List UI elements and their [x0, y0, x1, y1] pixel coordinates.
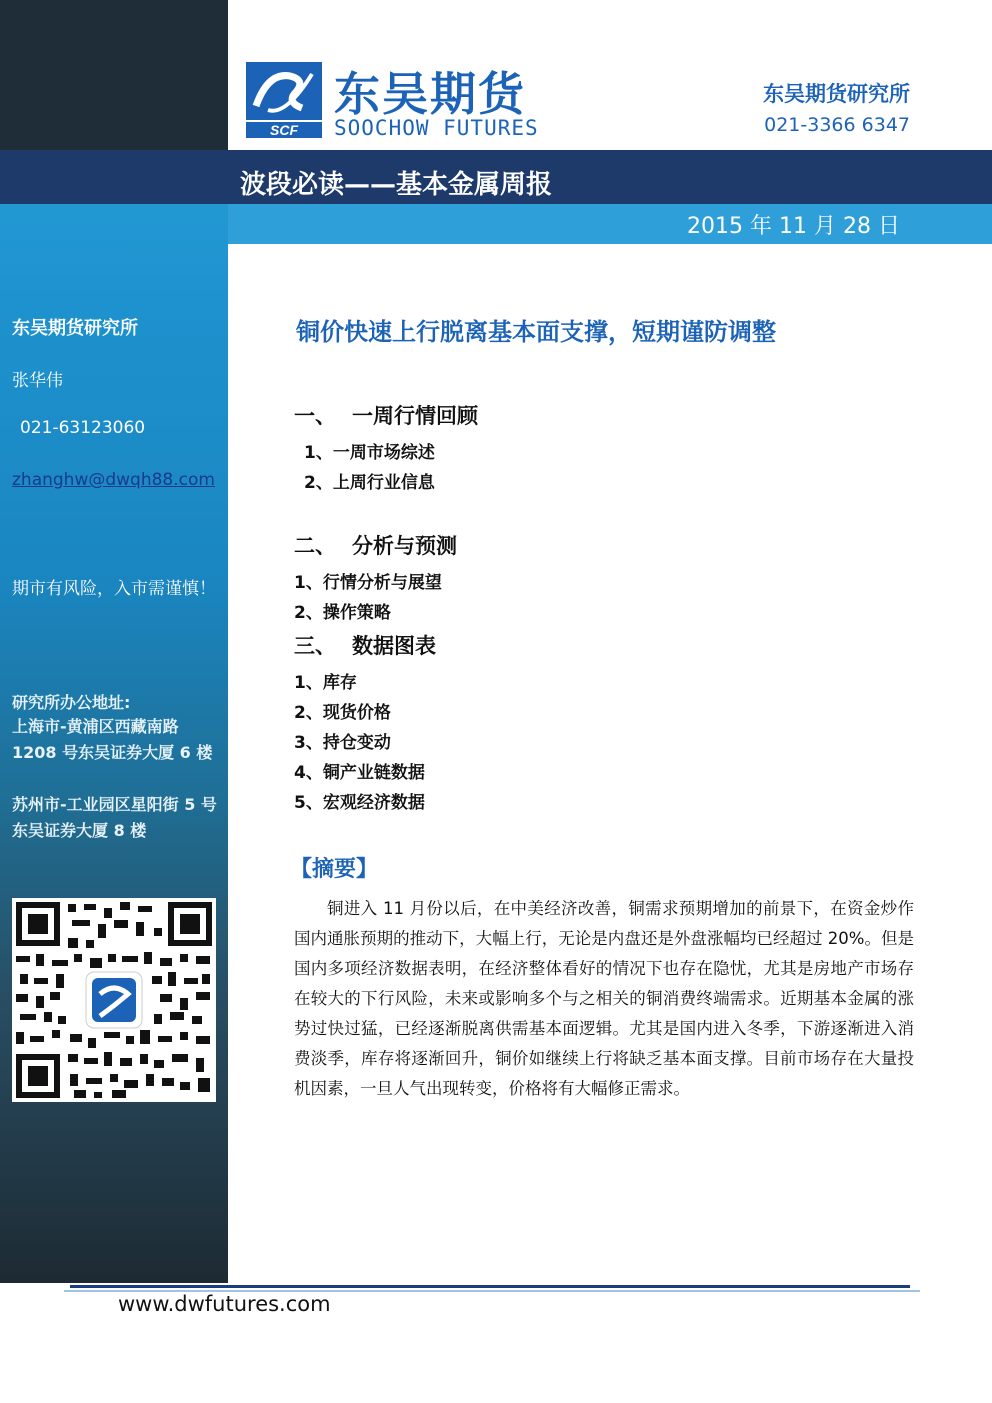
- qr-code: [12, 898, 216, 1102]
- sidebar-title: 东吴期货研究所: [12, 318, 138, 339]
- section-2-heading: [294, 530, 457, 560]
- sidebar-top-block: [0, 0, 228, 150]
- toc-item[interactable]: 5、宏观经济数据: [294, 793, 425, 813]
- footer-website-link[interactable]: www.dwfutures.com: [118, 1292, 331, 1316]
- toc-item[interactable]: 4、铜产业链数据: [294, 763, 425, 783]
- toc-item[interactable]: 3、持仓变动: [294, 733, 391, 753]
- headline: 铜价快速上行脱离基本面支撑，短期谨防调整: [296, 318, 776, 346]
- toc-item[interactable]: 2、操作策略: [294, 603, 391, 623]
- section-number: 一、: [294, 404, 336, 428]
- section-number: 三、: [294, 634, 336, 658]
- scf-logo-icon: [246, 62, 322, 138]
- section-number: 二、: [294, 534, 336, 558]
- abstract-heading: 【摘要】: [290, 857, 379, 882]
- risk-warning: 期市有风险，入市需谨慎！: [12, 579, 216, 599]
- abstract-text: 铜进入 11 月份以后，在中美经济改善，铜需求预期增加的前景下，在资金炒作国内通胀预期的推动下，大幅上行，无论是内盘还是外盘涨幅均已经超过 20%。但是国内多项经济数据表明，在经济整体看好的情况下也存在隐忧，尤其是房地产市场存在较大的下行风险，未来或影响多个与之相关的铜消费终端需求。近期基本金属的涨势过快过猛，已经逐渐脱离供需基本面逻辑。尤其是国内进入冬季，下游逐渐进入消费淡季，库存将逐渐回升，铜价如继续上行将缺乏基本面支撑。目前市场存在大量投机因素，一旦人气出现转变，价格将有大幅修正需求。: [294, 899, 914, 1098]
- analyst-name: 张华伟: [12, 371, 63, 391]
- toc-item[interactable]: 2、上周行业信息: [304, 473, 435, 493]
- toc-item[interactable]: 1、行情分析与展望: [294, 573, 442, 593]
- qr-code-icon: [12, 898, 216, 1102]
- analyst-phone: 021-63123060: [20, 418, 146, 438]
- section-3-heading: [294, 630, 436, 660]
- section-title: 分析与预测: [352, 534, 457, 558]
- logo-chinese-name: 东吴期货: [334, 67, 526, 121]
- analyst-email-link[interactable]: zhanghw@dwqh88.com: [12, 470, 215, 490]
- section-1-heading: [294, 400, 478, 430]
- report-title: 波段必读——基本金属周报: [240, 170, 553, 200]
- address-suzhou: 苏州市-工业园区星阳街 5 号东吴证券大厦 8 楼: [12, 795, 217, 840]
- report-date: 2015 年 11 月 28 日: [687, 214, 900, 239]
- footer-divider: [70, 1285, 910, 1288]
- logo-mark-text: SCF: [270, 122, 298, 138]
- logo-english-name: SOOCHOW FUTURES: [334, 116, 539, 140]
- section-title: 一周行情回顾: [352, 404, 478, 428]
- section-title: 数据图表: [352, 634, 436, 658]
- address-shanghai: 上海市-黄浦区西藏南路 1208 号东吴证券大厦 6 楼: [12, 717, 213, 762]
- toc-item[interactable]: 1、一周市场综述: [304, 443, 435, 463]
- institute-phone: 021-3366 6347: [764, 114, 910, 136]
- toc-item[interactable]: 1、库存: [294, 673, 357, 693]
- address-label: 研究所办公地址:: [12, 693, 131, 712]
- brand-logo: [246, 62, 586, 142]
- toc-item[interactable]: 2、现货价格: [294, 703, 391, 723]
- institute-name: 东吴期货研究所: [763, 82, 910, 106]
